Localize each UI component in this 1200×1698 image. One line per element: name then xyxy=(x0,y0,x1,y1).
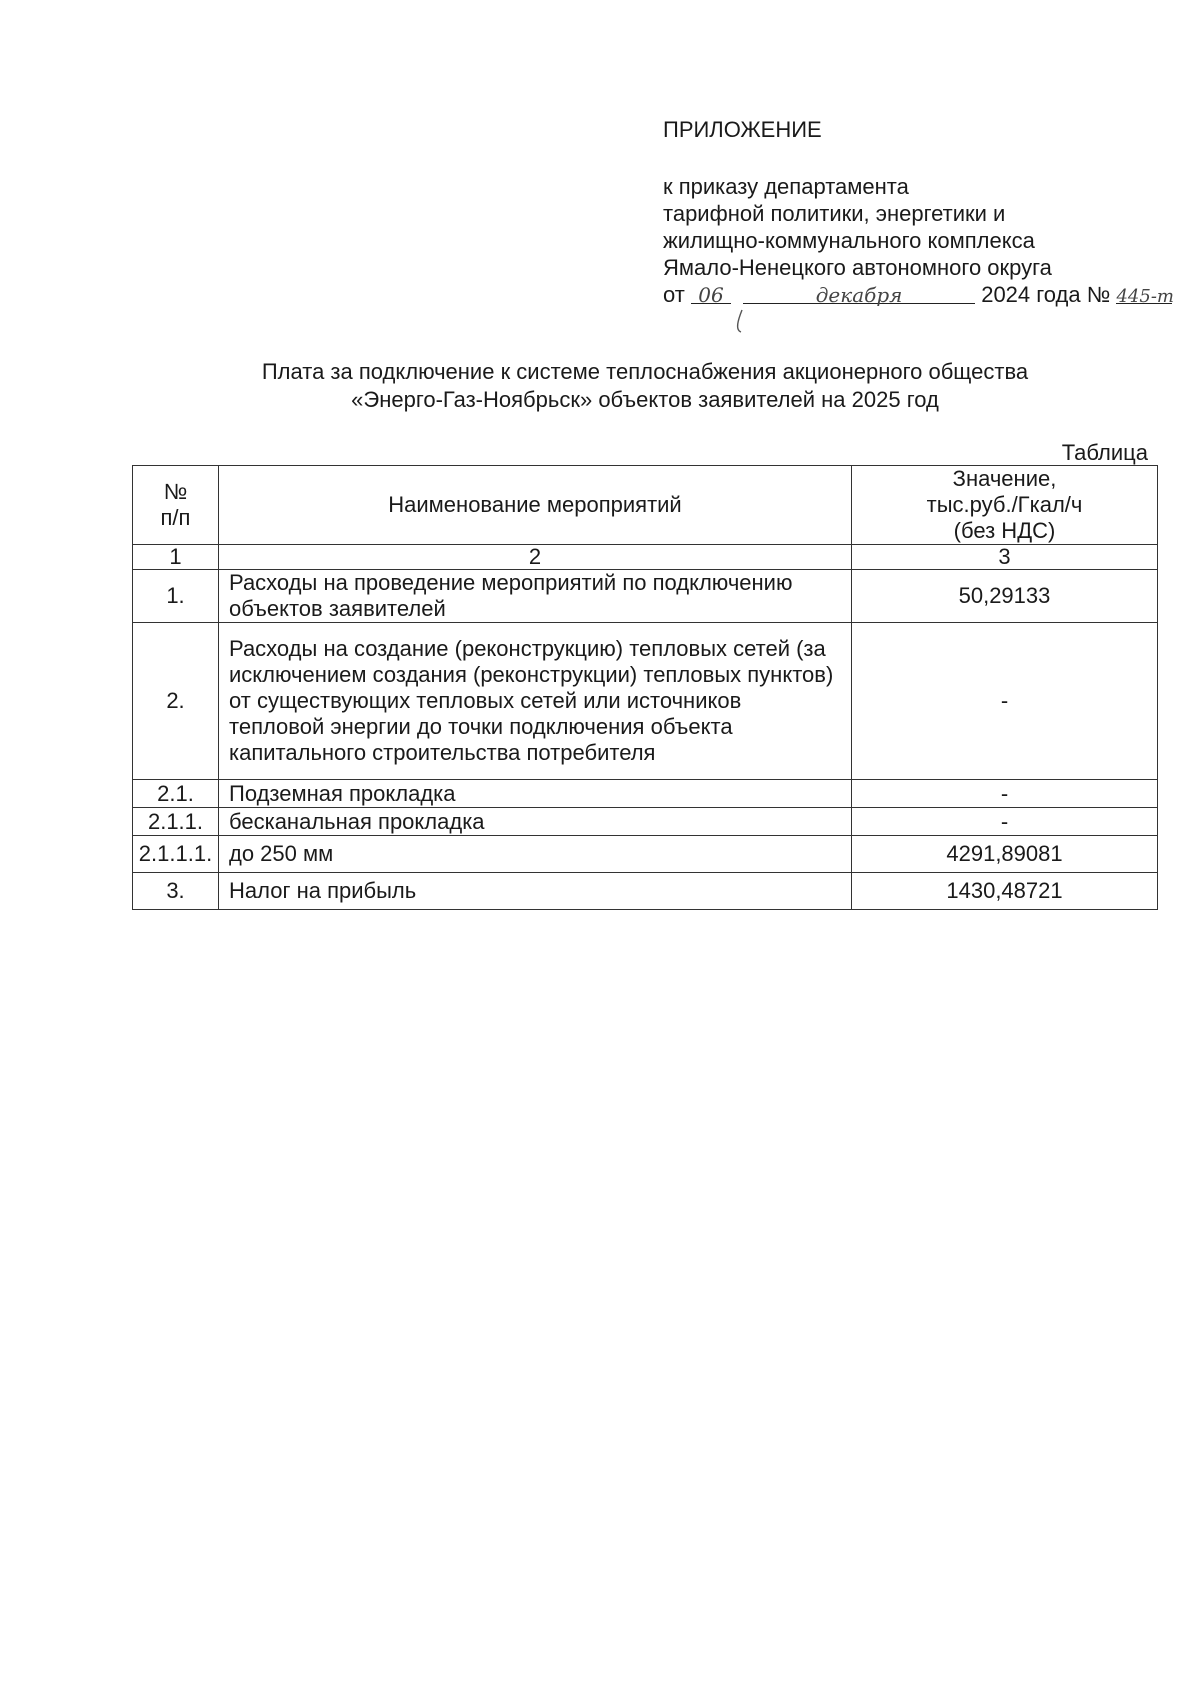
header-num-line: п/п xyxy=(160,505,191,530)
row-name: Подземная прокладка xyxy=(219,780,852,808)
table-row xyxy=(133,836,1158,873)
table-row xyxy=(133,808,1158,836)
row-value: - xyxy=(852,808,1158,836)
order-year-text: 2024 года № xyxy=(981,282,1111,307)
column-number: 3 xyxy=(852,545,1158,570)
order-number: 445-т xyxy=(1116,286,1174,307)
table-row xyxy=(133,780,1158,808)
header-value-line: тыс.руб./Гкал/ч xyxy=(926,492,1083,517)
row-value: - xyxy=(852,780,1158,808)
appendix-line: тарифной политики, энергетики и xyxy=(663,201,1006,226)
row-name: бесканальная прокладка xyxy=(219,808,852,836)
document-title xyxy=(130,358,1160,414)
row-value: 1430,48721 xyxy=(852,873,1158,910)
table-header-row xyxy=(133,466,1158,545)
handwriting-flourish-icon xyxy=(0,0,1200,400)
header-value-line: Значение, xyxy=(952,466,1057,491)
document-title-line: Плата за подключение к системе теплоснабжения акционерного общества xyxy=(261,359,1029,384)
appendix-line: к приказу департамента xyxy=(663,174,909,199)
row-value: 50,29133 xyxy=(852,570,1158,623)
row-name: Расходы на создание (реконструкцию) тепловых сетей (за исключением создания (реконструкции) тепловых пунктов) от существующих тепловых сетей или источников тепловой энергии до точки подключения объекта капитального строительства потребителя xyxy=(219,623,852,780)
header-value-line: (без НДС) xyxy=(953,518,1056,543)
row-num: 2.1.1. xyxy=(133,808,219,836)
column-number-row xyxy=(133,545,1158,570)
header-name: Наименование мероприятий xyxy=(219,466,852,545)
order-prefix: от xyxy=(663,282,685,307)
header-value xyxy=(852,466,1158,545)
row-value: - xyxy=(852,623,1158,780)
row-value: 4291,89081 xyxy=(852,836,1158,873)
row-name: Налог на прибыль xyxy=(219,873,852,910)
table-caption: Таблица xyxy=(1061,440,1148,465)
row-num: 2.1. xyxy=(133,780,219,808)
appendix-title: ПРИЛОЖЕНИЕ xyxy=(663,117,822,142)
order-day: 06 xyxy=(698,283,724,307)
fee-table xyxy=(132,465,1158,910)
document-title-line: «Энерго-Газ-Ноябрьск» объектов заявителей на 2025 год xyxy=(351,387,939,412)
row-num: 1. xyxy=(133,570,219,623)
table-row xyxy=(133,873,1158,910)
column-number: 2 xyxy=(219,545,852,570)
row-name: Расходы на проведение мероприятий по подключению объектов заявителей xyxy=(219,570,852,623)
header-num-line: № xyxy=(163,479,188,504)
row-num: 2.1.1.1. xyxy=(133,836,219,873)
table-row xyxy=(133,570,1158,623)
header-num xyxy=(133,466,219,545)
row-num: 2. xyxy=(133,623,219,780)
row-num: 3. xyxy=(133,873,219,910)
column-number: 1 xyxy=(133,545,219,570)
table-row xyxy=(133,623,1158,780)
appendix-line: жилищно-коммунального комплекса xyxy=(663,228,1035,253)
appendix-line: Ямало-Ненецкого автономного округа xyxy=(663,255,1052,280)
row-name: до 250 мм xyxy=(219,836,852,873)
order-month: декабря xyxy=(815,283,903,307)
